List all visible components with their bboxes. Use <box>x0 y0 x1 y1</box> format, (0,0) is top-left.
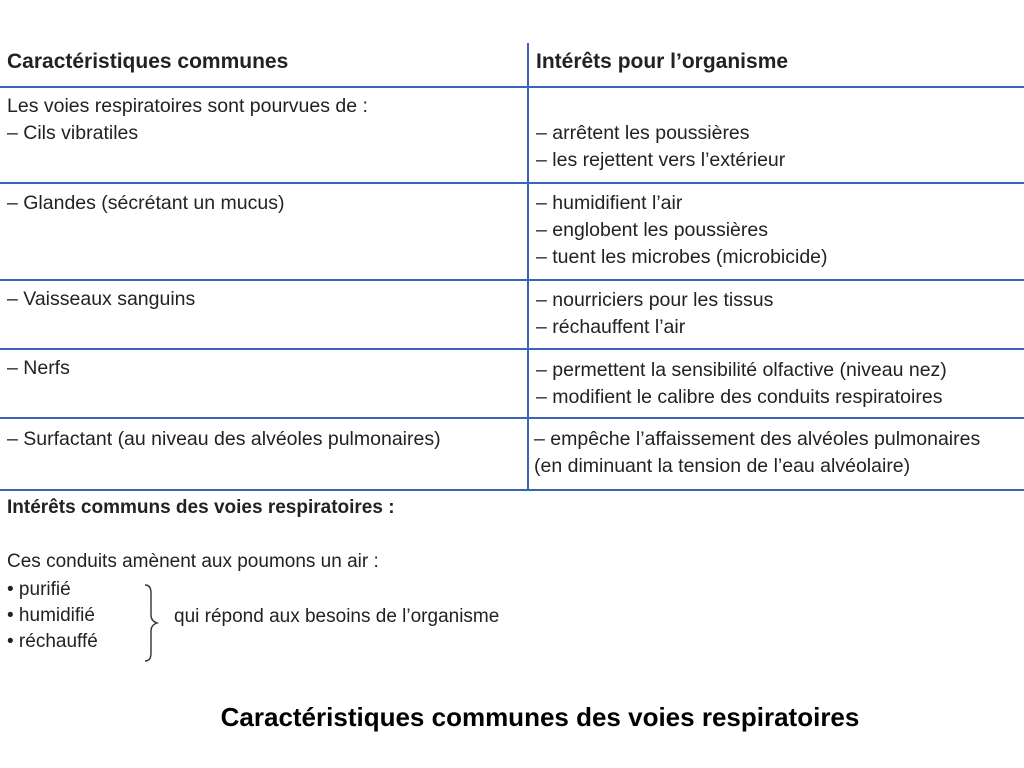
row-2-left <box>7 190 517 217</box>
brace-text: qui répond aux besoins de l’organisme <box>174 606 500 627</box>
summary-bullet-list <box>7 577 98 655</box>
row-3-rule <box>0 348 1024 350</box>
row-5-left <box>7 426 517 453</box>
row-3-left-line-1: – Vaisseaux sanguins <box>7 288 196 310</box>
row-3-right-line-1: – nourriciers pour les tissus <box>536 289 774 311</box>
column-divider <box>527 43 529 491</box>
bullet-item: • purifié <box>7 579 71 600</box>
row-4-left <box>7 355 517 382</box>
row-2-right-line-3: – tuent les microbes (microbicide) <box>536 246 828 268</box>
row-1-rule <box>0 182 1024 184</box>
row-4-right-line-1: – permettent la sensibilité olfactive (niveau nez) <box>536 359 947 381</box>
row-5-right-line-2: (en diminuant la tension de l’eau alvéolaire) <box>534 455 911 477</box>
row-5-right <box>534 426 1019 480</box>
row-4-right <box>536 357 1021 411</box>
row-3-right-line-2: – réchauffent l’air <box>536 316 686 338</box>
row-3-left <box>7 286 517 313</box>
header-left-label: Caractéristiques communes <box>7 50 289 73</box>
row-4-right-line-2: – modifient le calibre des conduits respiratoires <box>536 386 943 408</box>
row-5-left-line-1: – Surfactant (au niveau des alvéoles pulmonaires) <box>7 428 441 450</box>
bullet-item: • réchauffé <box>7 631 98 652</box>
row-2-right-line-1: – humidifient l’air <box>536 192 683 214</box>
summary-title: Intérêts communs des voies respiratoires : <box>7 497 395 518</box>
row-1-right-line-1: – arrêtent les poussières <box>536 122 750 144</box>
slide-caption: Caractéristiques communes des voies respiratoires <box>220 702 860 732</box>
row-4-rule <box>0 417 1024 419</box>
row-2-right-line-2: – englobent les poussières <box>536 219 768 241</box>
row-2-right <box>536 190 1021 271</box>
curly-brace-icon <box>143 583 159 668</box>
row-5-right-line-1: – empêche l’affaissement des alvéoles pulmonaires <box>534 428 981 450</box>
row-3-right <box>536 287 1021 341</box>
header-rule <box>0 86 1024 88</box>
bullet-item: • humidifié <box>7 605 95 626</box>
row-1-right-line-2: – les rejettent vers l’extérieur <box>536 149 786 171</box>
header-left <box>7 48 517 75</box>
row-2-left-line-1: – Glandes (sécrétant un mucus) <box>7 192 285 214</box>
row-1-left-line-1: Les voies respiratoires sont pourvues de : <box>7 95 368 117</box>
table-bottom-rule <box>0 489 1024 491</box>
row-1-left-line-2: – Cils vibratiles <box>7 122 139 144</box>
row-1-right <box>536 120 1021 174</box>
row-2-rule <box>0 279 1024 281</box>
summary-intro: Ces conduits amènent aux poumons un air : <box>7 551 379 572</box>
row-1-left <box>7 93 517 147</box>
header-right-label: Intérêts pour l’organisme <box>536 50 789 73</box>
header-right <box>536 48 1021 75</box>
row-4-left-line-1: – Nerfs <box>7 357 70 379</box>
